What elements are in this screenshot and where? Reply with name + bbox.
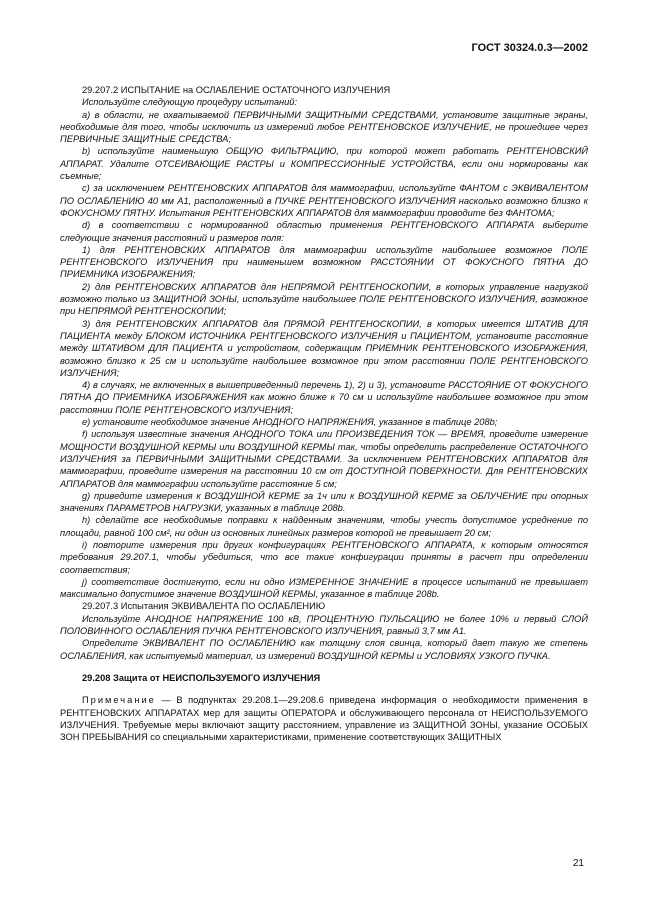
step-i: i) повторите измерения при других конфигурациях РЕНТГЕНОВСКОГО АППАРАТА, к которым относятся требования 29.207.1, чтобы убедиться, что все такие конфигурации приняты в расчет при определении соответствия; [60,539,588,575]
note-label: Примечание [82,695,156,706]
step-h: h) сделайте все необходимые поправки к найденным значениям, чтобы учесть допустимое усреднение по площади, равной 100 см², ни один из основных линейных размеров которой не превышает 20 см; [60,515,588,538]
step-g: g) приведите измерения к ВОЗДУШНОЙ КЕРМЕ за 1ч или к ВОЗДУШНОЙ КЕРМЕ за ОБЛУЧЕНИЕ при опорных значениях ПАРАМЕТРОВ НАГРУЗКИ, указанных в таблице 208b. [60,490,588,514]
note [60,694,588,743]
step-a: а) в области, не охватываемой ПЕРВИЧНЫМИ ЗАЩИТНЫМИ СРЕДСТВАМИ, установите защитные экраны, необходимые для того, чтобы исключить из измерений любое РЕНТГЕНОВСКОЕ ИЗЛУЧЕНИЕ, не прошедшее через ПЕРВИЧНЫЕ ЗАЩИТНЫЕ СРЕДСТВА; [60,109,588,145]
document-body [60,84,588,743]
procedure-intro: Используйте следующую процедуру испытаний: [82,97,298,108]
clause-heading-29-207-3: 29.207.3 Испытания ЭКВИВАЛЕНТА ПО ОСЛАБЛЕНИЮ [82,601,326,612]
page-number: 21 [572,858,584,869]
step-d: d) в соответствии с нормированной областью применения РЕНТГЕНОВСКОГО АППАРАТА выберите следующие значения расстояний и размеров поля: [60,220,588,243]
step-d-4: 4) в случаях, не включенных в вышеприведенный перечень 1), 2) и 3), установите РАССТОЯНИЕ ОТ ФОКУСНОГО ПЯТНА ДО ПРИЕМНИКА ИЗОБРАЖЕНИЯ как можно ближе к 70 см и используйте наибольшее возможное при этом расстоянии ПОЛЕ РЕНТГЕНОВСКОГО ИЗЛУЧЕНИЯ; [60,380,588,415]
section-heading-29-208: 29.208 Защита от НЕИСПОЛЬЗУЕМОГО ИЗЛУЧЕНИЯ [82,672,321,683]
step-d-3: 3) для РЕНТГЕНОВСКИХ АППАРАТОВ для ПРЯМОЙ РЕНТГЕНОСКОПИИ, в которых имеется ШТАТИВ ДЛЯ ПАЦИЕНТА между БЛОКОМ ИСТОЧНИКА РЕНТГЕНОВСКОГО ИЗЛУЧЕНИЯ и ПАЦИЕНТОМ, установите расстояние между ШТАТИВОМ ДЛЯ ПАЦИЕНТА и устройством, содержащим ПРИЕМНИК РЕНТГЕНОВСКОГО ИЗОБРАЖЕНИЯ, возможно близко к 25 см и используйте наибольшее возможное при этом расстоянии ПОЛЕ РЕНТГЕНОВСКОГО ИЗЛУЧЕНИЯ; [60,318,588,378]
document-header: ГОСТ 30324.0.3—2002 [471,42,588,54]
step-b: b) используйте наименьшую ОБЩУЮ ФИЛЬТРАЦИЮ, при которой может работать РЕНТГЕНОВСКИЙ АППАРАТ. Удалите ОТСЕИВАЮЩИЕ РАСТРЫ и КОМПРЕССИОННЫЕ УСТРОЙСТВА, если они нормированы как съемные; [60,146,588,182]
step-f: f) используя известные значения АНОДНОГО ТОКА или ПРОИЗВЕДЕНИЯ ТОК — ВРЕМЯ, проведите измерение МОЩНОСТИ ВОЗДУШНОЙ КЕРМЫ или ВОЗДУШНОЙ КЕРМЫ так, чтобы определить распределение ОСТАТОЧНОГО ИЗЛУЧЕНИЯ за ПЕРВИЧНЫМИ ЗАЩИТНЫМИ СРЕДСТВАМИ. За исключением РЕНТГЕНОВСКИХ АППАРАТОВ для маммографии, проведите измерения на расстоянии 10 см от ДОСТУПНОЙ ПОВЕРХНОСТИ. Для РЕНТГЕНОВСКИХ АППАРАТОВ для маммографии используйте расстояние 5 см; [60,429,588,489]
note-text: — В подпунктах 29.208.1—29.208.6 приведена информация о необходимости применения в РЕНТГЕНОВСКИХ АППАРАТАХ мер для защиты ОПЕРАТОРА и обслуживающего персонала от НЕИСПОЛЬЗУЕМОГО ИЗЛУЧЕНИЯ. Требуемые меры включают защиту расстоянием, управление из ЗАЩИТНОЙ ЗОНЫ, указание ОСОБЫХ ЗОН ПРЕБЫВАНИЯ со специальными характеристиками, применение соответствующих ЗАЩИТНЫХ [60,695,588,743]
clause-heading-29-207-2: 29.207.2 ИСПЫТАНИЕ на ОСЛАБЛЕНИЕ ОСТАТОЧНОГО ИЗЛУЧЕНИЯ [82,85,391,95]
step-d-1: 1) для РЕНТГЕНОВСКИХ АППАРАТОВ для маммографии используйте наибольшее возможное ПОЛЕ РЕНТГЕНОВСКОГО ИЗЛУЧЕНИЯ при наименьшем возможном РАССТОЯНИИ ОТ ФОКУСНОГО ПЯТНА ДО ПРИЕМНИКА ИЗОБРАЖЕНИЯ; [60,244,588,280]
step-c: c) за исключением РЕНТГЕНОВСКИХ АППАРАТОВ для маммографии, используйте ФАНТОМ с ЭКВИВАЛЕНТОМ ПО ОСЛАБЛЕНИЮ 40 мм А1, расположенный в ПУЧКЕ РЕНТГЕНОВСКОГО ИЗЛУЧЕНИЯ насколько возможно близко к ФОКУСНОМУ ПЯТНУ. Испытания РЕНТГЕНОВСКИХ АППАРАТОВ для маммографии проводите без ФАНТОМА; [60,183,588,218]
step-e: e) установите необходимое значение АНОДНОГО НАПРЯЖЕНИЯ, указанное в таблице 208b; [82,417,498,428]
attenuation-equivalent-definition: Определите ЭКВИВАЛЕНТ ПО ОСЛАБЛЕНИЮ как толщину слоя свинца, который дает такую же степень ОСЛАБЛЕНИЯ, как испытуемый материал, из измерений ВОЗДУШНОЙ КЕРМЫ и УСЛОВИЯХ УЗКОГО ПУЧКА. [60,638,588,661]
step-d-2: 2) для РЕНТГЕНОВСКИХ АППАРАТОВ для НЕПРЯМОЙ РЕНТГЕНОСКОПИИ, в которых управление нагрузкой возможно только из ЗАЩИТНОЙ ЗОНЫ, используйте наибольшее ПОЛЕ РЕНТГЕНОВСКОГО ИЗЛУЧЕНИЯ, возможное при НЕПРЯМОЙ РЕНТГЕНОСКОПИИ; [60,281,588,317]
step-j: j) соответствие достигнуто, если ни одно ИЗМЕРЕННОЕ ЗНАЧЕНИЕ в процессе испытаний не превышает максимально допустимое значение ВОЗДУШНОЙ КЕРМЫ, указанное в таблице 208b. [60,576,588,600]
attenuation-test-conditions: Используйте АНОДНОЕ НАПРЯЖЕНИЕ 100 кВ, ПРОЦЕНТНУЮ ПУЛЬСАЦИЮ не более 10% и первый СЛОЙ ПОЛОВИННОГО ОСЛАБЛЕНИЯ ПУЧКА РЕНТГЕНОВСКОГО ИЗЛУЧЕНИЯ, равный 3,7 мм А1. [60,613,588,637]
